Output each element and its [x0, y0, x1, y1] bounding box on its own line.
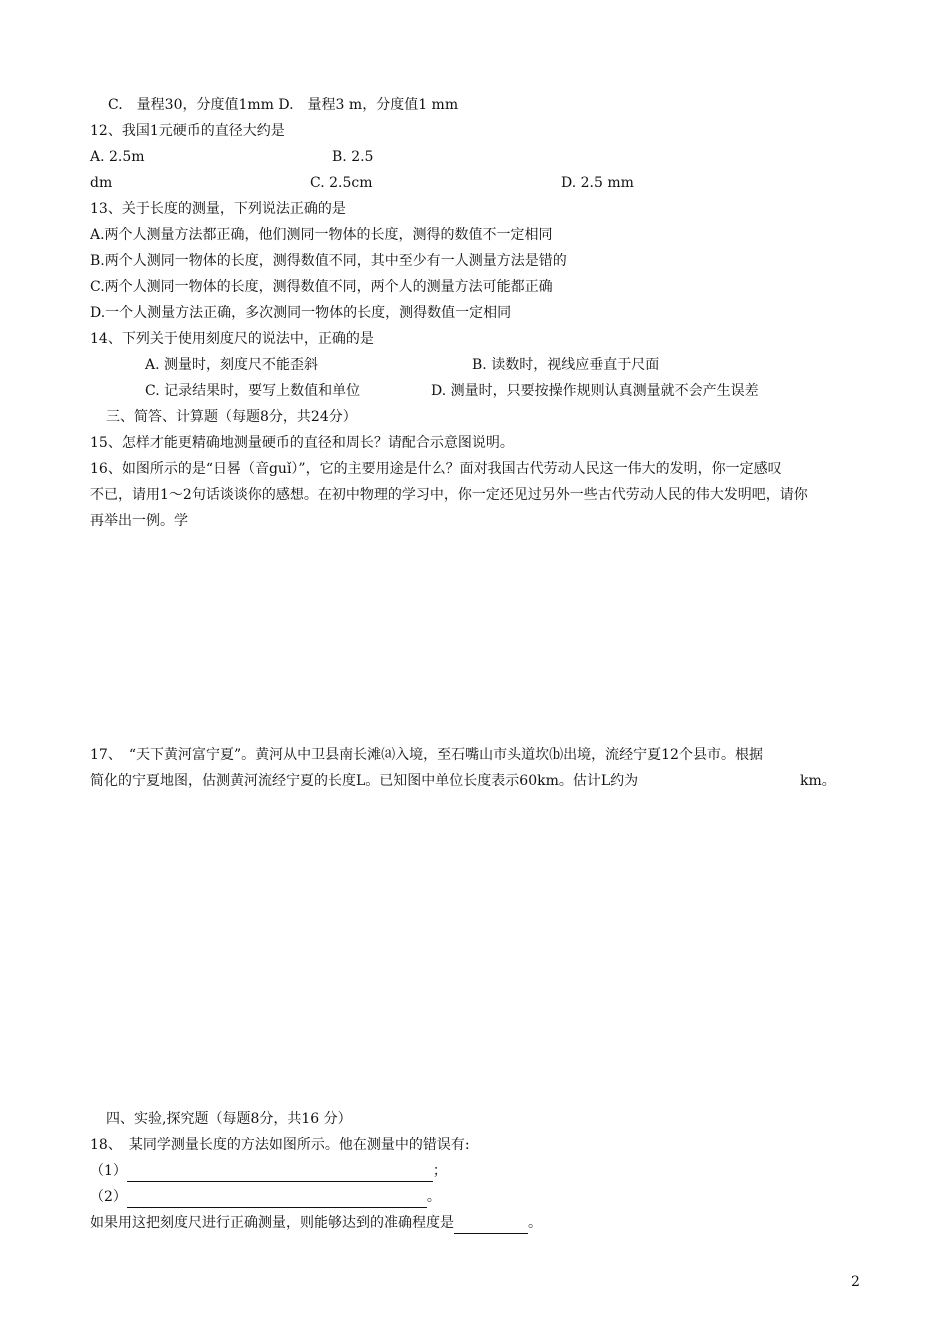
- q18-blank-2[interactable]: [127, 1187, 427, 1208]
- q15-stem: 15、怎样才能更精确地测量硬币的直径和周长？请配合示意图说明。: [90, 435, 514, 451]
- q18-item-2-label: （2）: [90, 1189, 127, 1205]
- q18-blank-1[interactable]: [127, 1161, 433, 1182]
- q13-option-c: C.两个人测同一物体的长度，测得数值不同，两个人的测量方法可能都正确: [90, 279, 553, 295]
- q18-item-2-end: 。: [426, 1189, 441, 1205]
- q13-option-d: D.一个人测量方法正确，多次测同一物体的长度，测得数值一定相同: [90, 305, 512, 321]
- section-3-heading: 三、简答、计算题（每题8分，共24分）: [106, 409, 357, 425]
- q14-stem: 14、下列关于使用刻度尺的说法中，正确的是: [90, 331, 374, 347]
- q18-blank-1-row: [90, 1161, 447, 1182]
- q17-line-1: 17、 “天下黄河富宁夏”。黄河从中卫县南长滩⒜入境，至石嘴山市头道坎⒝出境，流经宁夏12个县市。根据: [90, 747, 763, 763]
- q13-stem: 13、关于长度的测量，下列说法正确的是: [90, 201, 346, 217]
- q12-option-a: A. 2.5m: [90, 149, 145, 165]
- q18-blank-3[interactable]: [454, 1213, 528, 1234]
- q12-option-d: D. 2.5 mm: [561, 175, 634, 191]
- q18-item-1-end: ；: [432, 1163, 447, 1179]
- q12-stem: 12、我国1元硬币的直径大约是: [90, 123, 285, 139]
- q17-line-2-text: 简化的宁夏地图，估测黄河流经宁夏的长度L。已知图中单位长度表示60km。估计L约为: [90, 773, 639, 789]
- q13-option-a: A.两个人测量方法都正确，他们测同一物体的长度，测得的数值不一定相同: [90, 227, 553, 243]
- q14-option-c: C. 记录结果时，要写上数值和单位: [145, 383, 361, 399]
- q18-precision-row: [90, 1213, 542, 1234]
- q14-option-d: D. 测量时，只要按操作规则认真测量就不会产生误差: [431, 383, 759, 399]
- q18-stem: 18、 某同学测量长度的方法如图所示。他在测量中的错误有:: [90, 1137, 470, 1153]
- section-4-heading: 四、实验,探究题（每题8分，共16 分）: [106, 1111, 352, 1127]
- q16-line-1: 16、如图所示的是“日晷（音guǐ）”，它的主要用途是什么？面对我国古代劳动人民这一伟大的发明，你一定感叹: [90, 461, 782, 477]
- q14-option-a: A. 测量时，刻度尺不能歪斜: [145, 357, 319, 373]
- page-number: 2: [851, 1274, 860, 1290]
- q16-line-2: 不已，请用1～2句话谈谈你的感想。在初中物理的学习中，你一定还见过另外一些古代劳动人民的伟大发明吧，请你: [90, 487, 808, 503]
- q18-item-1-label: （1）: [90, 1163, 127, 1179]
- q11-options-cd: C. 量程30，分度值1mm D. 量程3 m，分度值1 mm: [108, 97, 459, 113]
- q17-line-2: [90, 771, 638, 791]
- q16-line-3: 再举出一例。学: [90, 513, 188, 529]
- q17-unit: km。: [800, 773, 836, 789]
- q13-option-b: B.两个人测同一物体的长度，测得数值不同，其中至少有一人测量方法是错的: [90, 253, 567, 269]
- q12-option-c: C. 2.5cm: [310, 175, 373, 191]
- q18-precision-text: 如果用这把刻度尺进行正确测量，则能够达到的准确程度是: [90, 1215, 454, 1231]
- q18-precision-end: 。: [528, 1215, 542, 1231]
- q14-option-b: B. 读数时，视线应垂直于尺面: [472, 357, 660, 373]
- q12-option-b: B. 2.5: [332, 149, 374, 165]
- q12-option-b-unit: dm: [90, 175, 113, 191]
- q18-blank-2-row: [90, 1187, 441, 1208]
